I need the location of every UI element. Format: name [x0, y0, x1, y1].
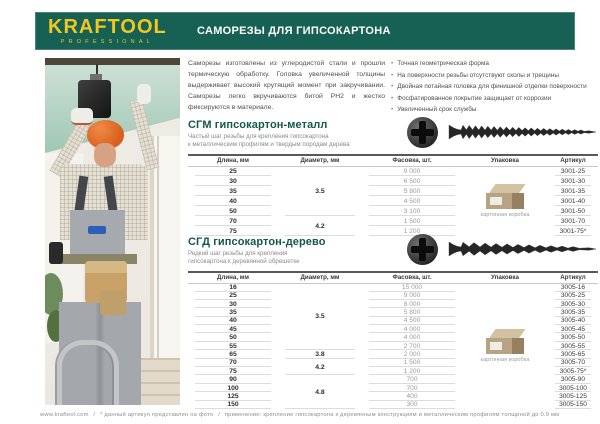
qty-cell: 5 800: [362, 186, 462, 196]
article-cell: 3005-40: [548, 317, 598, 325]
site-url[interactable]: www.kraftool.com: [40, 412, 89, 418]
table-header: [188, 155, 598, 166]
qty-cell: 4 000: [362, 333, 462, 341]
length-cell: 40: [188, 317, 278, 325]
length-cell: 100: [188, 384, 278, 392]
diameter-cell: 4.8: [278, 375, 362, 409]
column-header: Длина, мм: [188, 155, 278, 166]
table-row: [188, 166, 598, 176]
article-cell: 3005-55: [548, 342, 598, 350]
column-header: Упаковка: [462, 272, 548, 283]
column-header: Артикул: [548, 155, 598, 166]
qty-cell: 1 200: [362, 367, 462, 375]
table-header: [188, 272, 598, 283]
qty-cell: 3 100: [362, 206, 462, 216]
length-cell: 35: [188, 308, 278, 316]
qty-cell: 6 500: [362, 176, 462, 186]
subtitle-line: гипсокартона к деревянной обрешетке: [188, 258, 300, 266]
length-cell: 40: [188, 196, 278, 206]
table-row: [188, 283, 598, 291]
footer-separator: /: [218, 412, 220, 418]
qty-cell: 4 500: [362, 196, 462, 206]
wall-trim: [140, 358, 180, 405]
length-cell: 75: [188, 367, 278, 375]
bib-label: [88, 226, 106, 234]
length-cell: 30: [188, 300, 278, 308]
length-cell: 150: [188, 401, 278, 409]
article-cell: 3005-150: [548, 401, 598, 409]
packaging-graphic: [462, 329, 548, 363]
qty-cell: 1 500: [362, 216, 462, 226]
column-header: Диаметр, мм: [278, 272, 362, 283]
phillips-cross: [411, 129, 434, 136]
worker-face: [94, 143, 116, 167]
brand-tagline: PROFESSIONAL: [60, 39, 154, 45]
packaging-label: картонная коробка: [480, 212, 530, 219]
header-row: [188, 272, 598, 283]
sgm-table: [188, 154, 598, 236]
column-header: Упаковка: [462, 155, 548, 166]
subtitle-line: Редкий шаг резьбы для крепления: [188, 250, 288, 257]
brand-logo: [48, 16, 167, 45]
column-header: Фасовка, шт.: [362, 155, 462, 166]
diameter-cell: 3.8: [278, 350, 362, 358]
length-cell: 50: [188, 333, 278, 341]
section-title: СГД гипсокартон-дерево: [188, 236, 326, 248]
worker-glove: [137, 84, 151, 104]
box-label: [490, 197, 502, 205]
length-cell: 90: [188, 375, 278, 383]
qty-cell: 5 800: [362, 308, 462, 316]
ladder: [57, 340, 119, 405]
article-cell: 3005-35: [548, 308, 598, 316]
length-cell: 16: [188, 283, 278, 291]
feature-item: • Увеличенный срок службы: [391, 106, 598, 113]
article-cell: 3005-25: [548, 292, 598, 300]
worker-photo: [45, 58, 180, 405]
length-cell: 50: [188, 206, 278, 216]
qty-cell: 1 500: [362, 359, 462, 367]
article-cell: 3005-100: [548, 384, 598, 392]
phillips-cross: [411, 246, 434, 253]
window-frame-line: [157, 136, 159, 361]
tool-pouch-flap: [85, 261, 127, 273]
cardboard-box-icon: [486, 184, 524, 210]
qty-cell: 400: [362, 392, 462, 400]
packaging-cell: [462, 166, 548, 236]
worker-glove: [71, 108, 93, 125]
column-header: Фасовка, шт.: [362, 272, 462, 283]
article-cell: 3005-45: [548, 325, 598, 333]
qty-cell: 15 000: [362, 283, 462, 291]
length-cell: 25: [188, 166, 278, 176]
qty-cell: 9 000: [362, 166, 462, 176]
length-cell: 70: [188, 216, 278, 226]
overall-bib: [70, 210, 125, 258]
tool-pouch-small: [100, 290, 126, 315]
feature-item: • На поверхности резьбы отсутствуют сколы и трещины: [391, 72, 598, 79]
header-row: [188, 155, 598, 166]
packaging-graphic: [462, 184, 548, 218]
qty-cell: 4 000: [362, 325, 462, 333]
section-sgm: [188, 119, 598, 236]
length-cell: 55: [188, 342, 278, 350]
article-cell: 3005-50: [548, 333, 598, 341]
window-right: [150, 136, 180, 361]
length-cell: 35: [188, 186, 278, 196]
article-cell: 3001-70: [548, 216, 598, 226]
qty-cell: 4 500: [362, 317, 462, 325]
qty-cell: 9 000: [362, 292, 462, 300]
feature-item: • Двойная потайная головка для финишной отделки поверхности: [391, 83, 598, 90]
article-cell: 3001-50: [548, 206, 598, 216]
qty-cell: 2 000: [362, 350, 462, 358]
subtitle-line: к металлическим профилям и твердым породам дерева: [188, 141, 350, 149]
qty-cell: 700: [362, 375, 462, 383]
box-side-face: [512, 193, 524, 209]
diameter-cell: 4.2: [278, 359, 362, 376]
page-title: САМОРЕЗЫ ДЛЯ ГИПСОКАРТОНА: [197, 25, 391, 37]
article-cell: 3001-35: [548, 186, 598, 196]
packaging-cell: [462, 283, 548, 409]
footer-note: * данный артикул представлен на фото: [100, 412, 214, 418]
diameter-cell: 3.5: [278, 283, 362, 350]
feature-list: [391, 60, 598, 118]
phillips-head-icon: [407, 117, 438, 148]
length-cell: 125: [188, 392, 278, 400]
coarse-thread-screw-icon: [448, 237, 598, 261]
brand-name: KRAFTOOL: [48, 16, 167, 38]
intro-description: Саморезы изготовлены из углеродистой стали и прошли термическую обработку. Головка увеличенной толщины выдерживает высокий крутящий момент при закручивании. Саморезы легко вкручиваются битой PH2 и жестко фиксируются в материале.: [188, 60, 385, 111]
qty-cell: 8 000: [362, 300, 462, 308]
article-cell: 3005-125: [548, 392, 598, 400]
length-cell: 75: [188, 226, 278, 236]
feature-item: • Точная геометрическая форма: [391, 60, 598, 67]
belt-pouch: [49, 242, 63, 264]
section-title: СГМ гипсокартон-металл: [188, 119, 328, 131]
length-cell: 30: [188, 176, 278, 186]
article-cell: 3005-65: [548, 350, 598, 358]
fine-thread-screw-icon: [448, 120, 598, 144]
column-header: Длина, мм: [188, 272, 278, 283]
box-side-face: [512, 338, 524, 354]
box-label: [490, 342, 502, 350]
feature-item: • Фосфатированное покрытие защищает от коррозии: [391, 95, 598, 102]
diameter-cell: 4.2: [278, 216, 362, 236]
length-cell: 45: [188, 325, 278, 333]
table-body: [188, 283, 598, 409]
footer-separator: /: [93, 412, 96, 418]
article-cell: 3001-30: [548, 176, 598, 186]
cardboard-box-icon: [486, 329, 524, 355]
article-cell: 3001-75*: [548, 226, 598, 236]
article-cell: 3001-40: [548, 196, 598, 206]
page-footer: [40, 412, 585, 418]
header-bar: [35, 12, 575, 50]
qty-cell: 700: [362, 384, 462, 392]
article-cell: 3001-25: [548, 166, 598, 176]
article-cell: 3005-30: [548, 300, 598, 308]
qty-cell: 2 700: [362, 342, 462, 350]
article-cell: 3005-16: [548, 283, 598, 291]
ceiling-track: [45, 58, 180, 65]
section-sgd: [188, 236, 598, 409]
length-cell: 70: [188, 359, 278, 367]
screw-illustration: [407, 232, 598, 266]
length-cell: 25: [188, 292, 278, 300]
footer-note: применение: крепление гипсокартона к деревянным конструкциям и металлическим профилям толщиной до 0.9 мм: [224, 412, 560, 418]
subtitle-line: Частый шаг резьбы для крепления гипсокартона: [188, 133, 329, 140]
packaging-label: картонная коробка: [480, 357, 530, 364]
article-cell: 3005-90: [548, 375, 598, 383]
qty-cell: 300: [362, 401, 462, 409]
article-cell: 3005-75*: [548, 367, 598, 375]
length-cell: 65: [188, 350, 278, 358]
phillips-head-icon: [407, 234, 438, 265]
article-cell: 3005-70: [548, 359, 598, 367]
screw-illustration: [407, 115, 598, 149]
table-body: [188, 166, 598, 236]
column-header: Артикул: [548, 272, 598, 283]
qty-cell: 1 200: [362, 226, 462, 236]
sgd-table: [188, 271, 598, 409]
column-header: Диаметр, мм: [278, 155, 362, 166]
diameter-cell: 3.5: [278, 166, 362, 216]
